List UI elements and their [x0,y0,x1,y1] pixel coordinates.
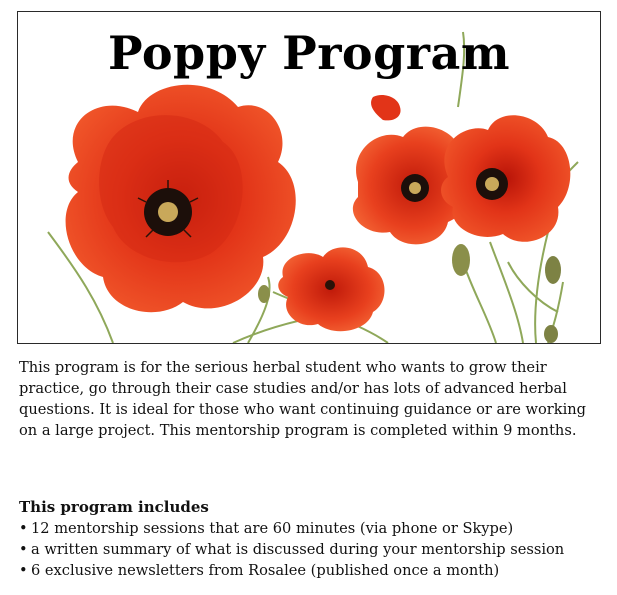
list-item [19,539,604,560]
page-title: Poppy Program [108,26,510,80]
includes-list [19,518,604,581]
bullet: • [19,520,28,537]
list-item-text: a written summary of what is discussed during your mentorship session [31,541,565,558]
includes-heading: This program includes [19,498,209,516]
poppy-flower-large [66,85,296,312]
list-item [19,560,604,581]
poppy-flower-small [278,247,384,331]
list-item [19,518,604,539]
list-item-text: 12 mentorship sessions that are 60 minutes (via phone or Skype) [31,520,514,537]
bullet: • [19,562,28,579]
bullet: • [19,541,28,558]
list-item-text: 6 exclusive newsletters from Rosalee (published once a month) [31,562,500,579]
poppy-banner [17,11,601,344]
poppy-flower-right-2 [441,115,570,242]
program-description: This program is for the serious herbal student who wants to grow their practice, go through their case studies and/or has lots of advanced herbal questions. It is ideal for those who want continuing guidance or are working on a large project. This mentorship program is completed within 9 months. [19,359,586,439]
program-includes [19,497,604,581]
poppy-petal-fragment [371,95,401,120]
